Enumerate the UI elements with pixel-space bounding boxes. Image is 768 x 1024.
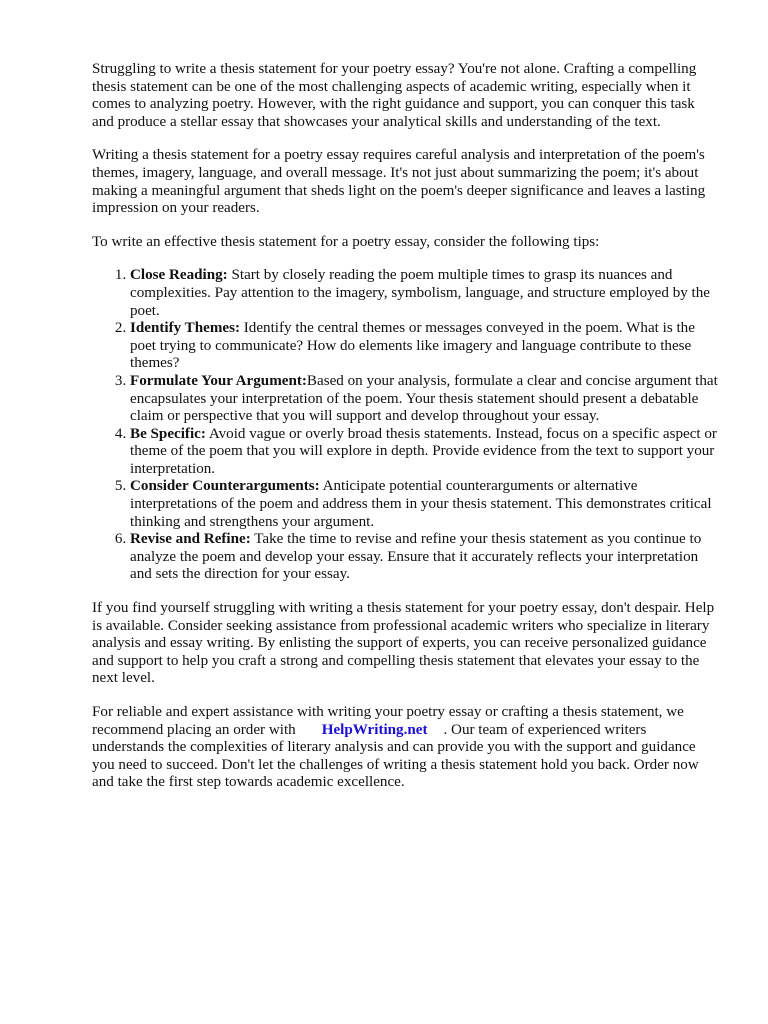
tip-text: Avoid vague or overly broad thesis statements. Instead, focus on a specific aspect or theme of the poem that you will explore in depth. Provide evidence from the text to support your interpretation. [130,425,717,477]
tip-text: Based on your analysis, formulate a clear and concise argument that encapsulates your interpretation of the poem. Your thesis statement should present a debatable claim or perspective that you will support and develop throughout your essay. [130,372,718,425]
tip-text: Identify the central themes or messages conveyed in the poem. What is the poet trying to communicate? How do elements like imagery and language contribute to these themes? [130,320,695,372]
document-body [92,61,718,808]
list-item [130,531,718,584]
list-item [130,267,718,320]
closing-text-after-link: . Our team of experienced writers understands the complexities of literary analysis and can provide you with the support and guidance you need to succeed. Don't let the challenges of writing a thesis statement hold you back. Order now and take the first step towards academic excellence. [92,721,699,791]
tip-title: Consider Counterarguments: [130,478,320,495]
tip-title: Revise and Refine: [130,531,251,548]
tip-title: Identify Themes: [130,320,240,337]
tips-intro-paragraph: To write an effective thesis statement for a poetry essay, consider the following tips: [92,233,600,250]
thesis-requirements-paragraph: Writing a thesis statement for a poetry essay requires careful analysis and interpretation of the poem's themes, imagery, language, and overall message. It's not just about summarizing the poem; it's about making a meaningful argument that sheds light on the poem's deeper significance and leaves a lasting impression on your readers. [92,147,706,217]
tip-title: Be Specific: [130,425,206,442]
closing-text-before-link: For reliable and expert assistance with writing your poetry essay or crafting a thesis statement, we recommend placing an order with [92,704,684,738]
tip-title: Close Reading: [130,267,228,284]
tips-list [92,267,718,584]
list-item [130,320,718,373]
list-item [130,478,718,531]
closing-paragraph [92,704,718,792]
tip-text: Start by closely reading the poem multiple times to grasp its nuances and complexities. Pay attention to the imagery, symbolism, language, and structure employed by the poet. [130,267,710,319]
tip-text: Take the time to revise and refine your thesis statement as you continue to analyze the poem and develop your essay. Ensure that it accurately reflects your interpretation and sets the direction for your essay. [130,531,702,583]
intro-paragraph: Struggling to write a thesis statement for your poetry essay? You're not alone. Crafting a compelling thesis statement can be one of the most challenging aspects of academic writing, especially when it comes to analyzing poetry. However, with the right guidance and support, you can conquer this task and produce a stellar essay that showcases your analytical skills and understanding of the text. [92,61,697,130]
list-item [130,373,718,426]
list-item [130,426,718,479]
help-available-paragraph: If you find yourself struggling with writing a thesis statement for your poetry essay, don't despair. Help is available. Consider seeking assistance from professional academic writers who specialize in literary analysis and essay writing. By enlisting the support of experts, you can receive personalized guidance and support to help you craft a strong and compelling thesis statement that elevates your essay to the next level. [92,600,715,687]
helpwriting-link[interactable]: HelpWriting.net [321,721,428,738]
tip-title: Formulate Your Argument: [130,372,307,389]
tip-text: Anticipate potential counterarguments or alternative interpretations of the poem and address them in your thesis statement. This demonstrates critical thinking and strengthens your argument. [130,478,712,530]
